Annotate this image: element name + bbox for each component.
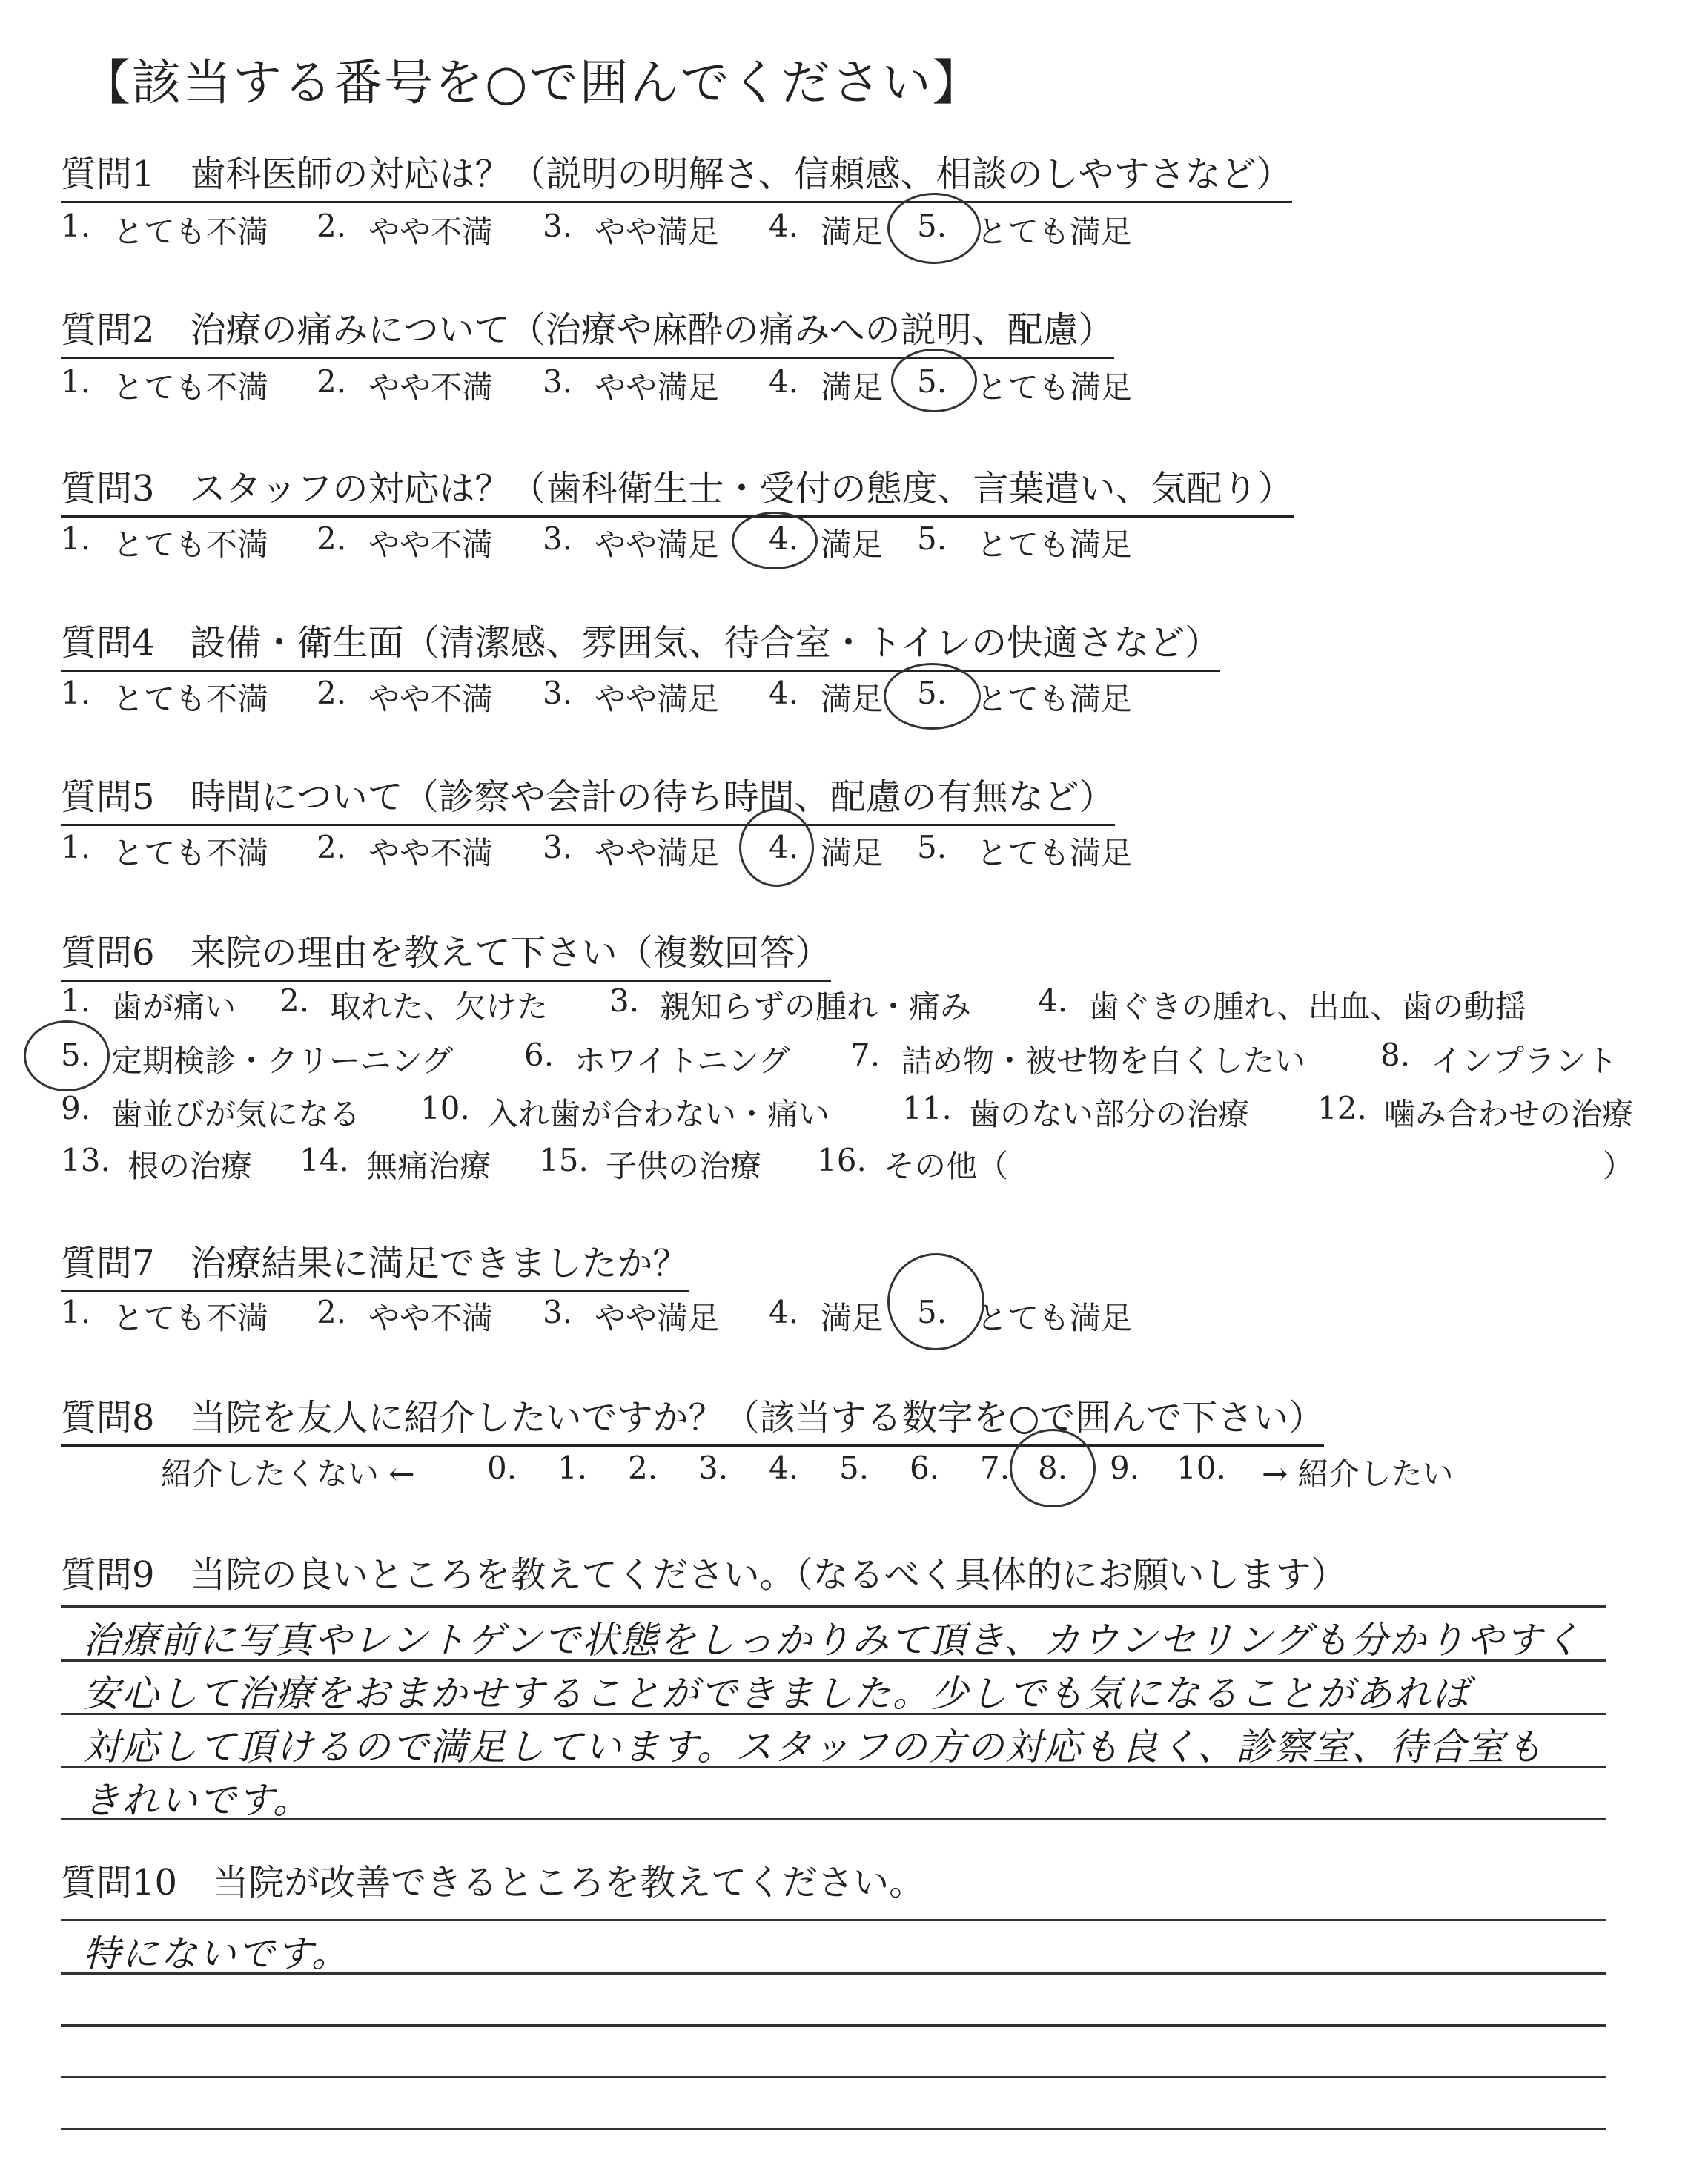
option-1-label[interactable]: とても不満 (113, 835, 269, 871)
option-4-number[interactable]: 4. (769, 363, 799, 400)
option-3-label[interactable]: やや満足 (595, 526, 720, 563)
q10-answer-line-1: 特にないです。 (83, 1932, 350, 1975)
option-4-label[interactable]: 満足 (821, 369, 884, 406)
option-2-label[interactable]: やや不満 (368, 835, 494, 871)
option-2-label[interactable]: やや不満 (368, 369, 494, 406)
page-title: 【該当する番号を○で囲んでください】 (82, 54, 983, 111)
option-2-label[interactable]: やや不満 (368, 1300, 494, 1336)
reason-3-number[interactable]: 3. (609, 982, 640, 1019)
reason-10-number[interactable]: 10. (420, 1090, 470, 1126)
option-5-number[interactable]: 5. (917, 675, 947, 711)
reason-16-label[interactable]: その他（ (884, 1148, 1009, 1184)
option-3-label[interactable]: やや満足 (595, 1300, 720, 1336)
option-3-number[interactable]: 3. (543, 363, 573, 400)
option-5-label[interactable]: とても満足 (976, 835, 1133, 871)
reason-2-number[interactable]: 2. (279, 982, 310, 1019)
option-3-label[interactable]: やや満足 (595, 835, 720, 871)
option-2-number[interactable]: 2. (317, 829, 347, 865)
option-1-number[interactable]: 1. (61, 208, 91, 244)
question-4-heading: 質問4 設備・衛生面（清潔感、雰囲気、待合室・トイレの快適さなど） (61, 614, 1220, 672)
reason-12-label[interactable]: 噛み合わせの治療 (1384, 1096, 1634, 1132)
answer-rule-line (61, 1919, 1606, 1921)
scale-left-label: 紹介したくない ← (161, 1456, 415, 1492)
question-7-heading: 質問7 治療結果に満足できましたか？ (61, 1235, 689, 1292)
scale-5[interactable]: 5. (839, 1450, 870, 1486)
option-1-label[interactable]: とても不満 (113, 1300, 269, 1336)
reason-13-number[interactable]: 13. (61, 1142, 110, 1178)
option-3-number[interactable]: 3. (543, 521, 573, 557)
question-8-heading: 質問8 当院を友人に紹介したいですか？（該当する数字を○で囲んで下さい） (61, 1389, 1324, 1447)
reason-4-number[interactable]: 4. (1038, 982, 1068, 1019)
reason-1-number[interactable]: 1. (61, 982, 91, 1019)
option-5-number[interactable]: 5. (917, 208, 947, 244)
scale-2[interactable]: 2. (628, 1450, 658, 1486)
scale-7[interactable]: 7. (980, 1450, 1010, 1486)
reason-2-label[interactable]: 取れた、欠けた (330, 988, 549, 1025)
question-10-heading: 質問10 当院が改善できるところを教えてください。 (61, 1862, 925, 1903)
option-2-label[interactable]: やや不満 (368, 681, 494, 717)
scale-3[interactable]: 3. (698, 1450, 729, 1486)
reason-6-label[interactable]: ホワイトニング (575, 1043, 790, 1079)
answer-rule-line (61, 1605, 1606, 1608)
answer-rule-line (61, 2128, 1606, 2130)
question-6-heading: 質問6 来院の理由を教えて下さい（複数回答） (61, 924, 831, 982)
scale-9[interactable]: 9. (1110, 1450, 1140, 1486)
option-3-label[interactable]: やや満足 (595, 369, 720, 406)
scale-10[interactable]: 10. (1176, 1450, 1226, 1486)
option-1-number[interactable]: 1. (61, 829, 91, 865)
option-1-number[interactable]: 1. (61, 1294, 91, 1330)
reason-3-label[interactable]: 親知らずの腫れ・痛み (660, 988, 972, 1025)
question-9-heading: 質問9 当院の良いところを教えてください。（なるべく具体的にお願いします） (61, 1554, 1347, 1596)
option-1-number[interactable]: 1. (61, 675, 91, 711)
option-1-label[interactable]: とても不満 (113, 369, 269, 406)
reason-13-label[interactable]: 根の治療 (128, 1148, 253, 1184)
option-2-label[interactable]: やや不満 (368, 214, 494, 250)
option-5-label[interactable]: とても満足 (976, 681, 1133, 717)
option-5-number[interactable]: 5. (917, 363, 947, 400)
reason-14-label[interactable]: 無痛治療 (366, 1148, 491, 1184)
option-5-number[interactable]: 5. (917, 1294, 947, 1330)
option-3-number[interactable]: 3. (543, 1294, 573, 1330)
option-1-number[interactable]: 1. (61, 521, 91, 557)
option-3-label[interactable]: やや満足 (595, 214, 720, 250)
question-2-heading: 質問2 治療の痛みについて（治療や麻酔の痛みへの説明、配慮） (61, 301, 1114, 359)
reason-8-number[interactable]: 8. (1380, 1037, 1411, 1073)
reason-12-number[interactable]: 12. (1317, 1090, 1367, 1126)
option-2-number[interactable]: 2. (317, 1294, 347, 1330)
option-4-number[interactable]: 4. (769, 208, 799, 244)
reason-4-label[interactable]: 歯ぐきの腫れ、出血、歯の動揺 (1088, 988, 1526, 1025)
q9-answer-line-4: きれいです。 (83, 1779, 311, 1822)
option-3-number[interactable]: 3. (543, 208, 573, 244)
reason-5-label[interactable]: 定期検診・クリーニング (111, 1043, 454, 1079)
q9-answer-line-1: 治療前に写真やレントゲンで状態をしっかりみて頂き、カウンセリングも分かりやすく (83, 1619, 1582, 1662)
option-4-number[interactable]: 4. (769, 675, 799, 711)
option-4-number[interactable]: 4. (769, 829, 799, 865)
reason-15-number[interactable]: 15. (539, 1142, 589, 1178)
q9-answer-line-3: 対応して頂けるので満足しています。スタッフの方の対応も良く、診察室、待合室も (83, 1725, 1544, 1768)
option-2-number[interactable]: 2. (317, 363, 347, 400)
q9-answer-line-2: 安心して治療をおまかせすることができました。少しでも気になることがあれば (83, 1672, 1471, 1715)
option-1-label[interactable]: とても不満 (113, 214, 269, 250)
scale-4[interactable]: 4. (769, 1450, 799, 1486)
reason-10-label[interactable]: 入れ歯が合わない・痛い (487, 1096, 830, 1132)
option-2-number[interactable]: 2. (317, 208, 347, 244)
question-3-heading: 質問3 スタッフの対応は？（歯科衛生士・受付の態度、言葉遣い、気配り） (61, 460, 1294, 518)
reason-8-label[interactable]: インプラント (1431, 1043, 1618, 1079)
option-4-label[interactable]: 満足 (821, 526, 884, 563)
option-5-label[interactable]: とても満足 (976, 526, 1133, 563)
question-1-heading: 質問1 歯科医師の対応は？（説明の明解さ、信頼感、相談のしやすさなど） (61, 145, 1292, 203)
option-4-number[interactable]: 4. (769, 1294, 799, 1330)
question-5-heading: 質問5 時間について（診察や会計の待ち時間、配慮の有無など） (61, 768, 1115, 826)
option-1-number[interactable]: 1. (61, 363, 91, 400)
option-2-label[interactable]: やや不満 (368, 526, 494, 563)
other-close-paren: ） (1603, 1148, 1635, 1184)
scale-6[interactable]: 6. (910, 1450, 940, 1486)
reason-7-label[interactable]: 詰め物・被せ物を白くしたい (901, 1043, 1306, 1079)
scale-0[interactable]: 0. (487, 1450, 517, 1486)
option-2-number[interactable]: 2. (317, 675, 347, 711)
option-3-number[interactable]: 3. (543, 829, 573, 865)
option-5-label[interactable]: とても満足 (976, 214, 1133, 250)
option-4-number[interactable]: 4. (769, 521, 799, 557)
option-1-label[interactable]: とても不満 (113, 526, 269, 563)
reason-9-number[interactable]: 9. (61, 1090, 91, 1126)
answer-rule-line (61, 2076, 1606, 2078)
reason-11-label[interactable]: 歯のない部分の治療 (969, 1096, 1250, 1132)
reason-11-number[interactable]: 11. (902, 1090, 952, 1126)
option-3-number[interactable]: 3. (543, 675, 573, 711)
reason-9-label[interactable]: 歯並びが気になる (111, 1096, 361, 1132)
scale-1[interactable]: 1. (557, 1450, 588, 1486)
option-5-label[interactable]: とても満足 (976, 369, 1133, 406)
option-4-label[interactable]: 満足 (821, 1300, 884, 1336)
option-4-label[interactable]: 満足 (821, 681, 884, 717)
option-4-label[interactable]: 満足 (821, 214, 884, 250)
option-5-number[interactable]: 5. (917, 829, 947, 865)
option-2-number[interactable]: 2. (317, 521, 347, 557)
option-1-label[interactable]: とても不満 (113, 681, 269, 717)
scale-right-label: → 紹介したい (1262, 1456, 1454, 1492)
reason-14-number[interactable]: 14. (299, 1142, 349, 1178)
reason-15-label[interactable]: 子供の治療 (606, 1148, 762, 1184)
reason-5-number[interactable]: 5. (61, 1037, 91, 1073)
reason-7-number[interactable]: 7. (850, 1037, 881, 1073)
answer-rule-line (61, 2024, 1606, 2027)
reason-1-label[interactable]: 歯が痛い (111, 988, 236, 1025)
reason-6-number[interactable]: 6. (524, 1037, 555, 1073)
reason-16-number[interactable]: 16. (817, 1142, 867, 1178)
option-3-label[interactable]: やや満足 (595, 681, 720, 717)
scale-8[interactable]: 8. (1038, 1450, 1068, 1486)
option-5-label[interactable]: とても満足 (976, 1300, 1133, 1336)
option-5-number[interactable]: 5. (917, 521, 947, 557)
option-4-label[interactable]: 満足 (821, 835, 884, 871)
